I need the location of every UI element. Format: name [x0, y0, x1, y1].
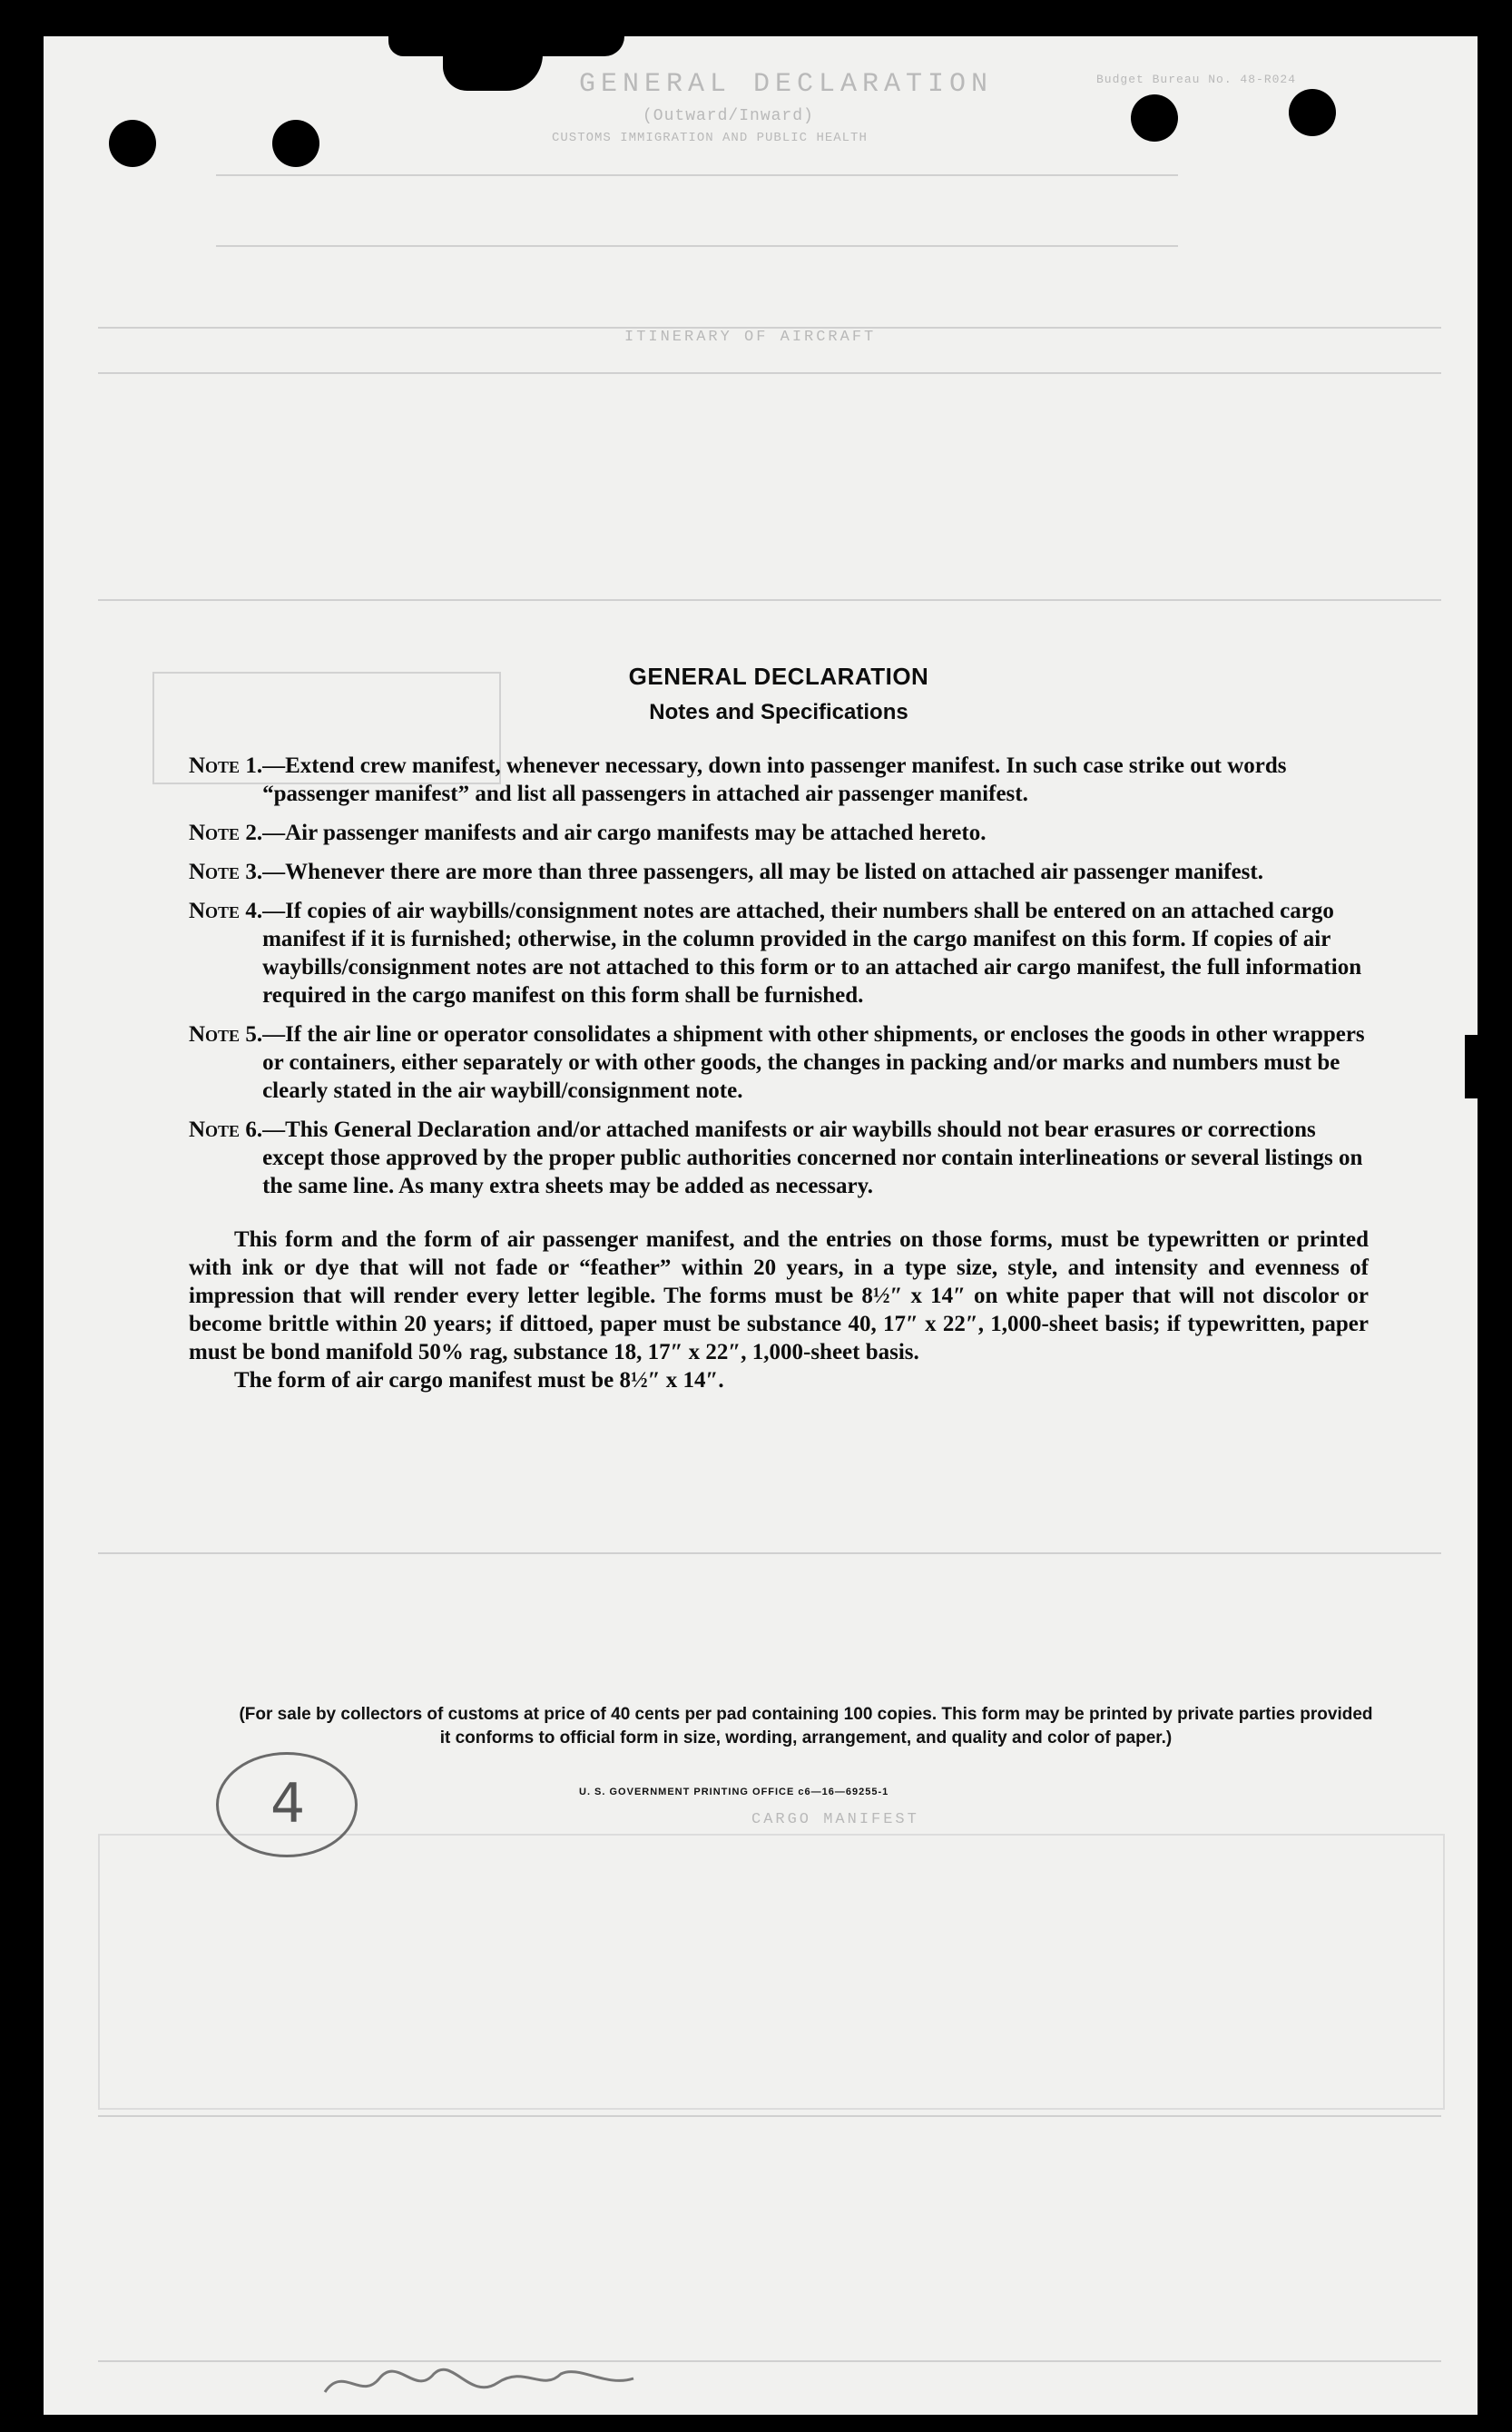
ghost-rule [98, 599, 1441, 601]
note-label: Note 3. [189, 860, 263, 884]
note-label: Note 1. [189, 753, 263, 778]
note-item [189, 819, 1369, 847]
ghost-rule [216, 245, 1178, 247]
ghost-rule [98, 372, 1441, 374]
page-title: GENERAL DECLARATION [628, 663, 929, 690]
torn-edge [443, 54, 543, 91]
note-text: —Whenever there are more than three passengers, all may be listed on attached air passenger manifest. [262, 860, 1263, 884]
ghost-form-sub: (Outward/Inward) [643, 107, 814, 125]
ghost-rule [98, 1552, 1441, 1554]
ghost-form-agencies: CUSTOMS IMMIGRATION AND PUBLIC HEALTH [552, 131, 868, 145]
ghost-budget: Budget Bureau No. 48-R024 [1096, 73, 1297, 86]
note-label: Note 5. [189, 1022, 263, 1047]
note-text: —If copies of air waybills/consignment notes are attached, their numbers shall be entered on an attached cargo manifest if it is furnished; otherwise, in the column provided in the cargo manifest on this form. If copies of air waybills/consignment notes are not attached to this form or to an attached air cargo manifest, the full information required in the cargo manifest on this form shall be furnished. [262, 899, 1362, 1008]
torn-edge [388, 36, 624, 56]
form-specification-paragraph: This form and the form of air passenger manifest, and the entries on those forms, must be typewritten or printed with ink or dye that will not fade or “feather” within 20 years, in a type size, style, and intensity and evenness of impression that will render every letter legible. The forms must be 8½″ x 14″ on white paper that will not discolor or become brittle within 20 years; if dittoed, paper must be substance 40, 17″ x 22″, 1,000-sheet basis; if typewritten, paper must be bond manifold 50% rag, substance 18, 17″ x 22″, 1,000-sheet basis. [189, 1227, 1369, 1364]
ghost-table [98, 1834, 1445, 2110]
note-item [189, 752, 1369, 808]
stamp-number: 4 [270, 1772, 306, 1836]
document-page [44, 36, 1478, 2415]
ghost-rule [98, 327, 1441, 329]
cargo-manifest-size-note: The form of air cargo manifest must be 8½″ x 14″. [234, 1368, 724, 1393]
ghost-itinerary: ITINERARY OF AIRCRAFT [624, 329, 877, 346]
handwritten-signature [316, 2347, 643, 2415]
note-text: —This General Declaration and/or attached manifests or air waybills should not bear erasures or corrections except those approved by the proper public authorities concerned nor contain interlineations or several listings on the same line. As many extra sheets may be added as necessary. [262, 1118, 1363, 1198]
note-label: Note 2. [189, 821, 263, 845]
note-label: Note 4. [189, 899, 263, 923]
note-text: —Extend crew manifest, whenever necessary, down into passenger manifest. In such case strike out words “passenger manifest” and list all passengers in attached air passenger manifest. [262, 753, 1287, 806]
note-item [189, 897, 1369, 1009]
sale-note: (For sale by collectors of customs at price of 40 cents per pad containing 100 copies. This form may be printed by private parties provided it conforms to official form in size, wording, arrangement, and quality and color of paper.) [239, 1705, 1373, 1748]
notes-section [189, 663, 1369, 1394]
note-label: Note 6. [189, 1118, 263, 1142]
ghost-rule [216, 174, 1178, 176]
note-item [189, 1116, 1369, 1200]
note-item [189, 858, 1369, 886]
ghost-rule [98, 2115, 1441, 2117]
ghost-form-title: GENERAL DECLARATION [579, 69, 994, 100]
printer-imprint: U. S. GOVERNMENT PRINTING OFFICE c6—16—69255-1 [579, 1787, 889, 1797]
note-text: —If the air line or operator consolidates a shipment with other shipments, or encloses the goods in other wrappers or containers, either separately or with other goods, the changes in packing and/or marks and numbers must be clearly stated in the air waybill/consignment note. [262, 1022, 1365, 1103]
ghost-rule [98, 2360, 1441, 2362]
edge-mark [1465, 1035, 1478, 1098]
note-item [189, 1020, 1369, 1105]
punch-hole [109, 120, 156, 167]
ghost-cargo-manifest: CARGO MANIFEST [751, 1811, 919, 1828]
note-text: —Air passenger manifests and air cargo manifests may be attached hereto. [262, 821, 987, 845]
punch-hole [1131, 94, 1178, 142]
page-subtitle: Notes and Specifications [649, 700, 908, 724]
punch-hole [272, 120, 319, 167]
punch-hole [1289, 89, 1336, 136]
